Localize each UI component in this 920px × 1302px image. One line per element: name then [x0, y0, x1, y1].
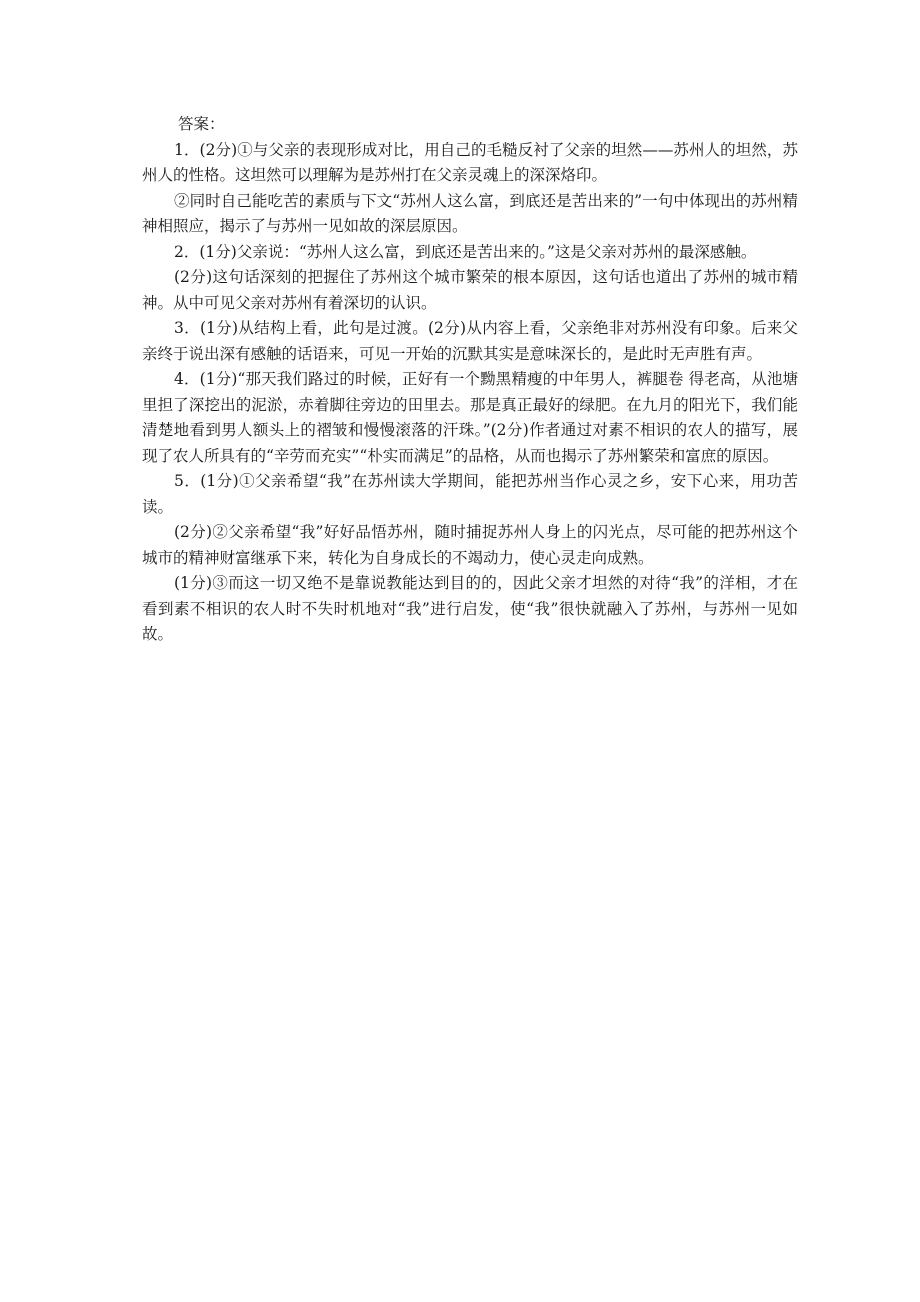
answer-4: 4．(1分)“那天我们路过的时候，正好有一个黝黑精瘦的中年男人，裤腿卷 得老高，从池塘里担了深挖出的泥淤，赤着脚往旁边的田里去。那是真正最好的绿肥。在九月的阳光下，我们能清楚地看到男人额头上的褶皱和慢慢滚落的汗珠。”(2分)作者通过对素不相识的农人的描写，展现了农人所具有的“辛劳而充实”“朴实而满足”的品格，从而也揭示了苏州繁荣和富庶的原因。: [142, 370, 798, 465]
answer-5-part-3: (1分)③而这一切又绝不是靠说教能达到目的的，因此父亲才坦然的对待“我”的洋相，才在看到素不相识的农人时不失时机地对“我”进行启发，使“我”很快就融入了苏州，与苏州一见如故。: [142, 574, 798, 643]
answer-5-part-1: 5．(1分)①父亲希望“我”在苏州读大学期间，能把苏州当作心灵之乡，安下心来，用功苦读。: [142, 472, 798, 516]
answer-5-part-2: (2分)②父亲希望“我”好好品悟苏州，随时捕捉苏州人身上的闪光点，尽可能的把苏州这个城市的精神财富继承下来，转化为自身成长的不竭动力，使心灵走向成熟。: [142, 523, 798, 567]
answer-heading: 答案：: [178, 115, 225, 133]
answer-2-part-2: (2分)这句话深刻的把握住了苏州这个城市繁荣的根本原因，这句话也道出了苏州的城市精神。从中可见父亲对苏州有着深切的认识。: [142, 268, 798, 312]
answer-body: [142, 112, 798, 648]
answer-1-part-2: ②同时自己能吃苦的素质与下文“苏州人这么富，到底还是苦出来的”一句中体现出的苏州精神相照应，揭示了与苏州一见如故的深层原因。: [142, 191, 798, 235]
answer-3: 3．(1分)从结构上看，此句是过渡。(2分)从内容上看，父亲绝非对苏州没有印象。后来父亲终于说出深有感触的话语来，可见一开始的沉默其实是意味深长的，是此时无声胜有声。: [142, 319, 798, 363]
answer-2-part-1: 2．(1分)父亲说：“苏州人这么富，到底还是苦出来的。”这是父亲对苏州的最深感触。: [174, 242, 757, 261]
answer-1-part-1: 1．(2分)①与父亲的表现形成对比，用自己的毛糙反衬了父亲的坦然——苏州人的坦然，苏州人的性格。这坦然可以理解为是苏州打在父亲灵魂上的深深烙印。: [142, 140, 798, 184]
